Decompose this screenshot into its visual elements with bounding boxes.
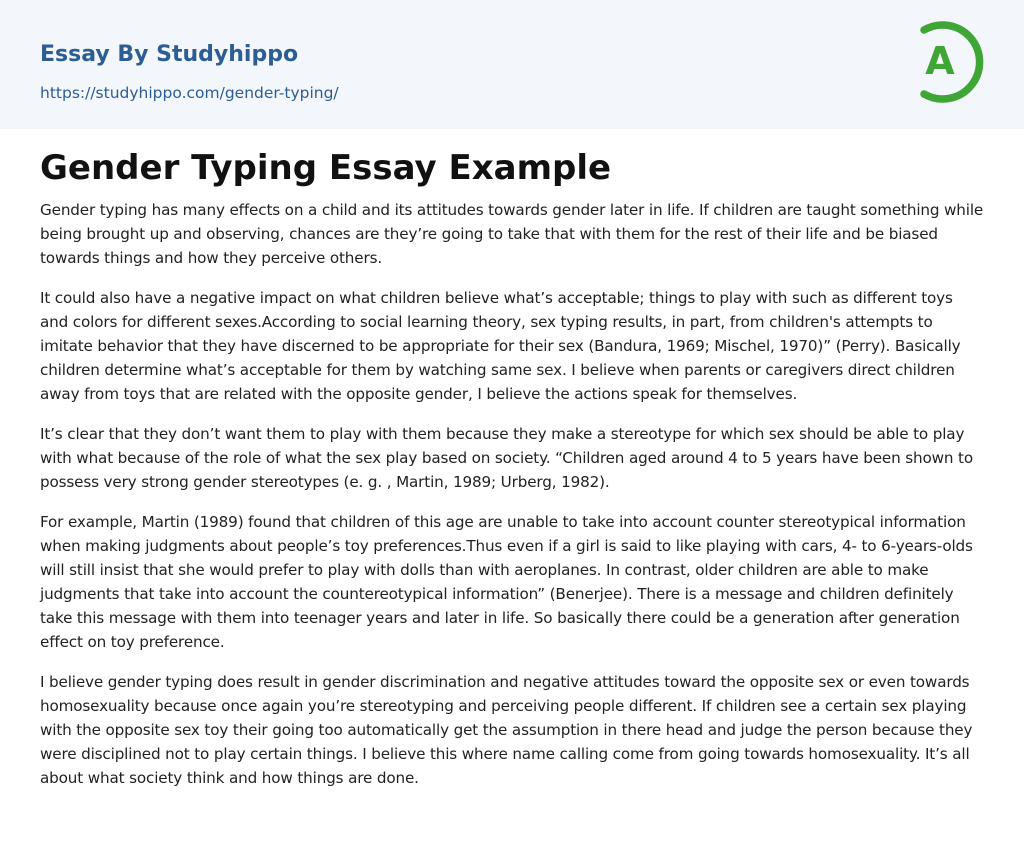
studyhippo-logo[interactable] [910, 18, 988, 106]
site-header [0, 0, 1024, 129]
logo-letter: A [925, 39, 955, 83]
brand-title[interactable]: Essay By Studyhippo [40, 42, 299, 67]
article-paragraph-1: Gender typing has many effects on a child and its attitudes towards gender later in life. If children are taught something while being brought up and observing, chances are they’re going to take that with them for the rest of their life and be biased towards things and how they perceive others. [40, 201, 984, 267]
article [40, 144, 984, 806]
article-paragraph-2: It could also have a negative impact on what children believe what’s acceptable; things to play with such as different toys and colors for different sexes.According to social learning theory, sex typing results, in part, from children's attempts to imitate behavior that they have discerned to be appropriate for their sex (Bandura, 1969; Mischel, 1970)” (Perry). Basically children determine what’s acceptable for them by watching same sex. I believe when parents or caregivers direct children away from toys that are related with the opposite gender, I believe the actions speak for themselves. [40, 289, 961, 403]
source-url-link[interactable]: https://studyhippo.com/gender-typing/ [40, 84, 339, 102]
page-title: Gender Typing Essay Example [40, 148, 612, 188]
article-paragraph-5: I believe gender typing does result in gender discrimination and negative attitudes toward the opposite sex or even towards homosexuality because once again you’re stereotyping and perceiving people different. If children see a certain sex playing with the opposite sex toy their going too automatically get the assumption in there head and judge the person because they were disciplined not to play certain things. I believe this where name calling come from going towards homosexuality. It’s all about what society think and how things are done. [40, 673, 973, 787]
article-paragraph-3: It’s clear that they don’t want them to play with them because they make a stereotype for which sex should be able to play with what because of the role of what the sex play based on society. “Children aged around 4 to 5 years have been shown to possess very strong gender stereotypes (e. g. , Martin, 1989; Urberg, 1982). [40, 425, 973, 491]
article-paragraph-4: For example, Martin (1989) found that children of this age are unable to take into account counter stereotypical information when making judgments about people’s toy preferences.Thus even if a girl is said to like playing with cars, 4- to 6-years-olds will still insist that she would prefer to play with dolls than with aeroplanes. In contrast, older children are able to make judgments that take into account the countereotypical information” (Benerjee). There is a message and children definitely take this message with them into teenager years and later in life. So basically there could be a generation after generation effect on toy preference. [40, 513, 973, 651]
